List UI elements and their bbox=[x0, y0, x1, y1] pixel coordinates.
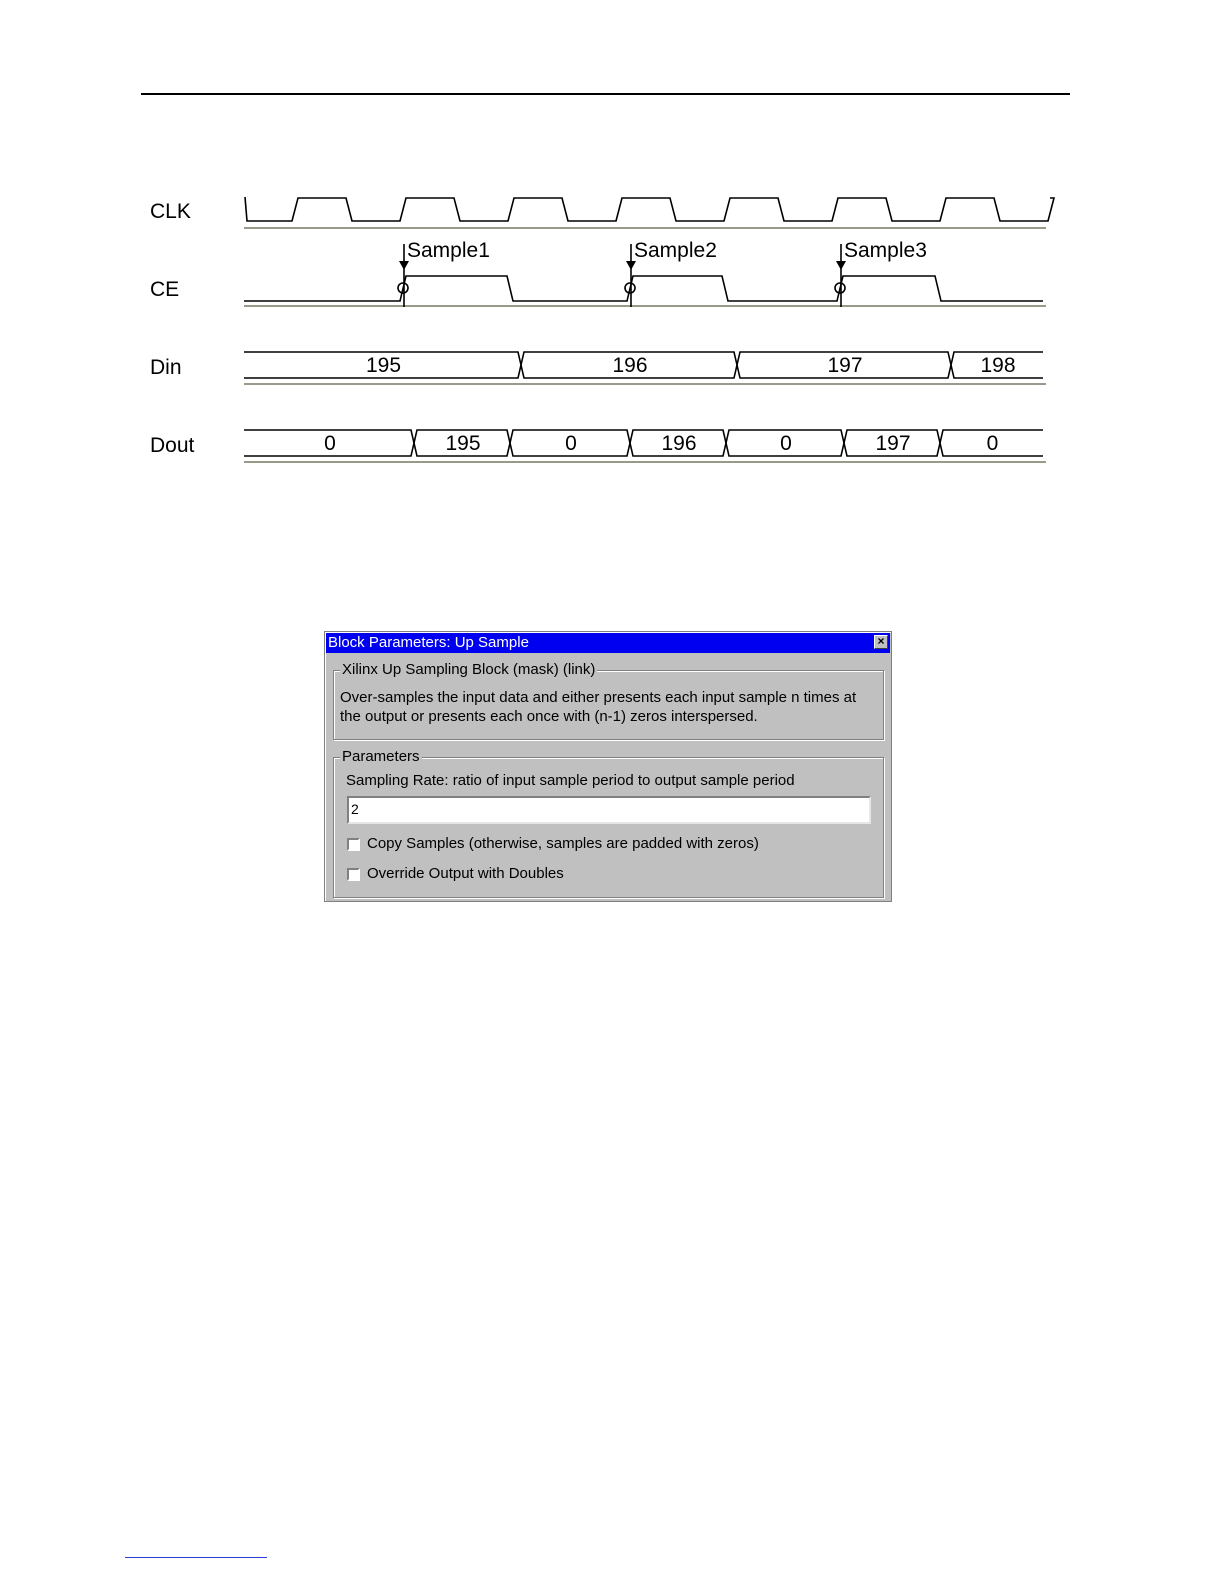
block-description-group bbox=[333, 661, 884, 740]
clk-waveform bbox=[245, 197, 1054, 221]
ce-waveform bbox=[244, 276, 1043, 301]
footer-link-rule bbox=[125, 1557, 267, 1558]
signal-label-din: Din bbox=[150, 356, 182, 379]
dout-value: 0 bbox=[324, 432, 336, 455]
sample-marker-arrow bbox=[399, 261, 409, 270]
din-value: 198 bbox=[980, 354, 1016, 377]
sampling-rate-label: Sampling Rate: ratio of input sample period to output sample period bbox=[346, 772, 795, 789]
dialog-titlebar[interactable] bbox=[326, 633, 890, 653]
parameters-legend: Parameters bbox=[342, 748, 420, 765]
override-output-checkbox[interactable] bbox=[347, 868, 360, 881]
dout-value: 195 bbox=[445, 432, 481, 455]
din-value: 197 bbox=[827, 354, 863, 377]
override-output-label: Override Output with Doubles bbox=[367, 865, 564, 882]
sample-marker-label: Sample1 bbox=[407, 239, 490, 262]
din-value: 195 bbox=[365, 354, 402, 377]
dout-value: 0 bbox=[565, 432, 577, 455]
close-icon[interactable]: × bbox=[874, 635, 888, 649]
sampling-rate-input[interactable]: 2 bbox=[347, 796, 871, 824]
sample-marker-arrow bbox=[836, 261, 846, 270]
dout-value: 196 bbox=[661, 432, 697, 455]
block-parameters-dialog bbox=[324, 631, 892, 902]
dout-value: 0 bbox=[780, 432, 792, 455]
block-group-legend: Xilinx Up Sampling Block (mask) (link) bbox=[342, 661, 596, 678]
dout-value: 0 bbox=[986, 432, 999, 455]
copy-samples-checkbox[interactable] bbox=[347, 838, 360, 851]
copy-samples-label: Copy Samples (otherwise, samples are padded with zeros) bbox=[367, 835, 759, 852]
block-description: Over-samples the input data and either presents each input sample n times at the output or presents each once with (n-1) zeros interspersed. bbox=[340, 689, 857, 725]
dout-value: 197 bbox=[875, 432, 911, 455]
signal-label-dout: Dout bbox=[150, 434, 195, 457]
signal-label-ce: CE bbox=[150, 278, 180, 301]
signal-label-clk: CLK bbox=[150, 200, 191, 223]
sample-marker-label: Sample3 bbox=[844, 239, 927, 262]
timing-diagram bbox=[0, 0, 1224, 520]
sample-marker-arrow bbox=[626, 261, 636, 270]
dialog-title: Block Parameters: Up Sample bbox=[328, 634, 529, 651]
sample-marker-label: Sample2 bbox=[634, 239, 717, 262]
din-value: 196 bbox=[612, 354, 648, 377]
parameters-group bbox=[333, 748, 884, 898]
